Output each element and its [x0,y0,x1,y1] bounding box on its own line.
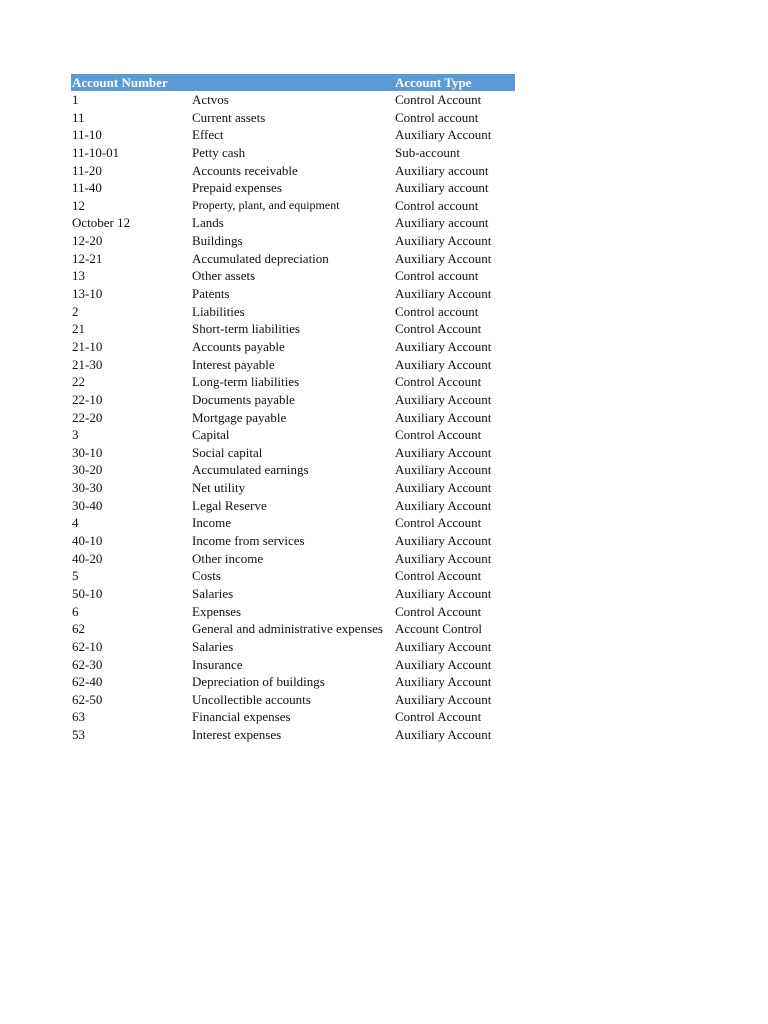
account-name-cell: Accumulated depreciation [192,250,329,266]
account-name-cell: Lands [192,215,224,231]
account-type-cell: Auxiliary Account [395,550,492,566]
account-type-cell: Control Account [395,92,482,107]
account-number-cell: 21 [72,321,85,337]
account-number-cell: 62-40 [72,674,103,690]
account-number-cell: 21-30 [72,356,103,372]
table-row [71,461,515,479]
account-type-cell: Control Account [395,515,482,531]
account-type-cell: Control Account [395,321,482,337]
account-number-cell: 63 [72,709,85,725]
account-type-cell: Auxiliary Account [395,250,492,266]
account-type-cell: Control account [395,268,479,284]
table-row [71,197,515,215]
account-name-cell: Costs [192,568,221,584]
account-type-cell: Control Account [395,603,482,619]
account-number-cell: 62-30 [72,656,103,672]
account-number-cell: 4 [72,515,79,531]
account-number-cell: 30-10 [72,444,103,460]
account-name-cell: Other income [192,550,264,566]
table-row [71,708,515,726]
account-type-cell: Auxiliary Account [395,409,492,425]
account-name-cell: Accounts receivable [192,162,298,178]
account-name-cell: Salaries [192,585,234,601]
account-name-cell: Income from services [192,533,305,549]
account-type-cell: Control Account [395,374,482,390]
table-row [71,250,515,268]
table-row [71,126,515,144]
header-account-type: Account Type [395,75,472,90]
account-number-cell: 62-50 [72,691,103,707]
account-number-cell: 22-10 [72,391,103,407]
account-type-cell: Auxiliary Account [395,691,492,707]
table-row [71,338,515,356]
account-number-cell: 6 [72,603,79,619]
account-name-cell: Uncollectible accounts [192,691,311,707]
account-name-cell: Accounts payable [192,338,285,354]
account-name-cell: Income [192,515,231,531]
account-type-cell: Auxiliary Account [395,533,492,549]
account-number-cell: 30-40 [72,497,103,513]
account-number-cell: 40-20 [72,550,103,566]
account-type-cell: Auxiliary Account [395,233,492,249]
account-number-cell: 30-30 [72,480,103,496]
account-name-cell: Patents [192,286,230,302]
table-row [71,638,515,656]
account-number-cell: 12-21 [72,250,103,266]
account-name-cell: Other assets [192,268,256,284]
account-name-cell: Net utility [192,480,246,496]
account-number-cell: 12-20 [72,233,103,249]
account-type-cell: Auxiliary Account [395,674,492,690]
table-body [71,91,515,744]
table-row [71,232,515,250]
account-type-cell: Auxiliary Account [395,127,492,143]
account-name-cell: Property, plant, and equipment [192,197,340,212]
account-type-cell: Auxiliary Account [395,727,492,743]
table-row [71,497,515,515]
account-name-cell: Liabilities [192,303,245,319]
account-number-cell: 13-10 [72,286,103,302]
table-row [71,656,515,674]
account-name-cell: Mortgage payable [192,409,287,425]
table-row [71,144,515,162]
account-type-cell: Control account [395,109,479,125]
account-type-cell: Control account [395,303,479,319]
table-row [71,162,515,180]
account-number-cell: 11 [72,109,85,125]
table-row [71,179,515,197]
account-name-cell: Short-term liabilities [192,321,300,337]
table-row [71,673,515,691]
table-row [71,726,515,744]
account-name-cell: Interest payable [192,356,275,372]
account-number-cell: 62-10 [72,638,103,654]
account-number-cell: 62 [72,621,85,637]
account-number-cell: 22 [72,374,85,390]
account-name-cell: General and administrative expenses [192,621,383,637]
account-name-cell: Insurance [192,656,243,672]
header-account-name [191,74,394,91]
table-row [71,426,515,444]
account-name-cell: Capital [192,427,230,443]
account-type-cell: Sub-account [395,144,460,160]
account-type-cell: Control Account [395,709,482,725]
account-name-cell: Financial expenses [192,709,291,725]
table-row [71,320,515,338]
header-account-number: Account Number [72,75,168,90]
table-row [71,514,515,532]
table-row [71,620,515,638]
account-number-cell: 30-20 [72,462,103,478]
account-type-cell: Auxiliary Account [395,497,492,513]
table-row [71,303,515,321]
account-number-cell: 11-10-01 [72,144,120,160]
account-name-cell: Interest expenses [192,727,282,743]
account-type-cell: Auxiliary Account [395,356,492,372]
account-type-cell: Control Account [395,568,482,584]
account-type-cell: Auxiliary Account [395,656,492,672]
table-row [71,603,515,621]
table-row [71,409,515,427]
table-row [71,91,515,109]
table-row [71,444,515,462]
table-row [71,109,515,127]
account-type-cell: Auxiliary Account [395,480,492,496]
table-row [71,373,515,391]
account-name-cell: Petty cash [192,144,246,160]
account-type-cell: Auxiliary Account [395,638,492,654]
account-type-cell: Account Control [395,621,483,637]
account-number-cell: October 12 [72,215,131,231]
account-type-cell: Auxiliary account [395,162,489,178]
account-name-cell: Social capital [192,444,263,460]
account-type-cell: Auxiliary Account [395,585,492,601]
account-number-cell: 22-20 [72,409,103,425]
account-number-cell: 21-10 [72,338,103,354]
account-number-cell: 5 [72,568,79,584]
account-type-cell: Auxiliary Account [395,286,492,302]
account-name-cell: Prepaid expenses [192,180,282,196]
account-name-cell: Documents payable [192,391,295,407]
account-name-cell: Depreciation of buildings [192,674,325,690]
account-name-cell: Actvos [192,92,229,107]
table-row [71,550,515,568]
account-number-cell: 12 [72,197,85,213]
table-row [71,267,515,285]
account-name-cell: Salaries [192,638,234,654]
account-name-cell: Buildings [192,233,243,249]
account-name-cell: Legal Reserve [192,497,267,513]
account-number-cell: 2 [72,303,79,319]
account-type-cell: Auxiliary account [395,215,489,231]
account-name-cell: Accumulated earnings [192,462,309,478]
account-number-cell: 53 [72,727,85,743]
account-type-cell: Control account [395,197,479,213]
account-number-cell: 11-20 [72,162,102,178]
account-name-cell: Current assets [192,109,266,125]
table-row [71,691,515,709]
account-type-cell: Auxiliary Account [395,338,492,354]
account-type-cell: Control Account [395,427,482,443]
table-row [71,567,515,585]
table-row [71,214,515,232]
account-name-cell: Expenses [192,603,242,619]
table-row [71,532,515,550]
account-type-cell: Auxiliary Account [395,444,492,460]
table-row [71,285,515,303]
account-number-cell: 13 [72,268,85,284]
table-row [71,391,515,409]
accounts-table [71,74,515,744]
account-type-cell: Auxiliary Account [395,391,492,407]
account-type-cell: Auxiliary account [395,180,489,196]
account-number-cell: 11-10 [72,127,102,143]
table-row [71,356,515,374]
account-number-cell: 11-40 [72,180,102,196]
account-number-cell: 1 [72,92,79,107]
table-row [71,479,515,497]
table-header [71,74,515,91]
account-type-cell: Auxiliary Account [395,462,492,478]
account-number-cell: 3 [72,427,79,443]
account-number-cell: 50-10 [72,585,103,601]
account-name-cell: Long-term liabilities [192,374,300,390]
account-number-cell: 40-10 [72,533,103,549]
account-name-cell: Effect [192,127,224,143]
table-row [71,585,515,603]
